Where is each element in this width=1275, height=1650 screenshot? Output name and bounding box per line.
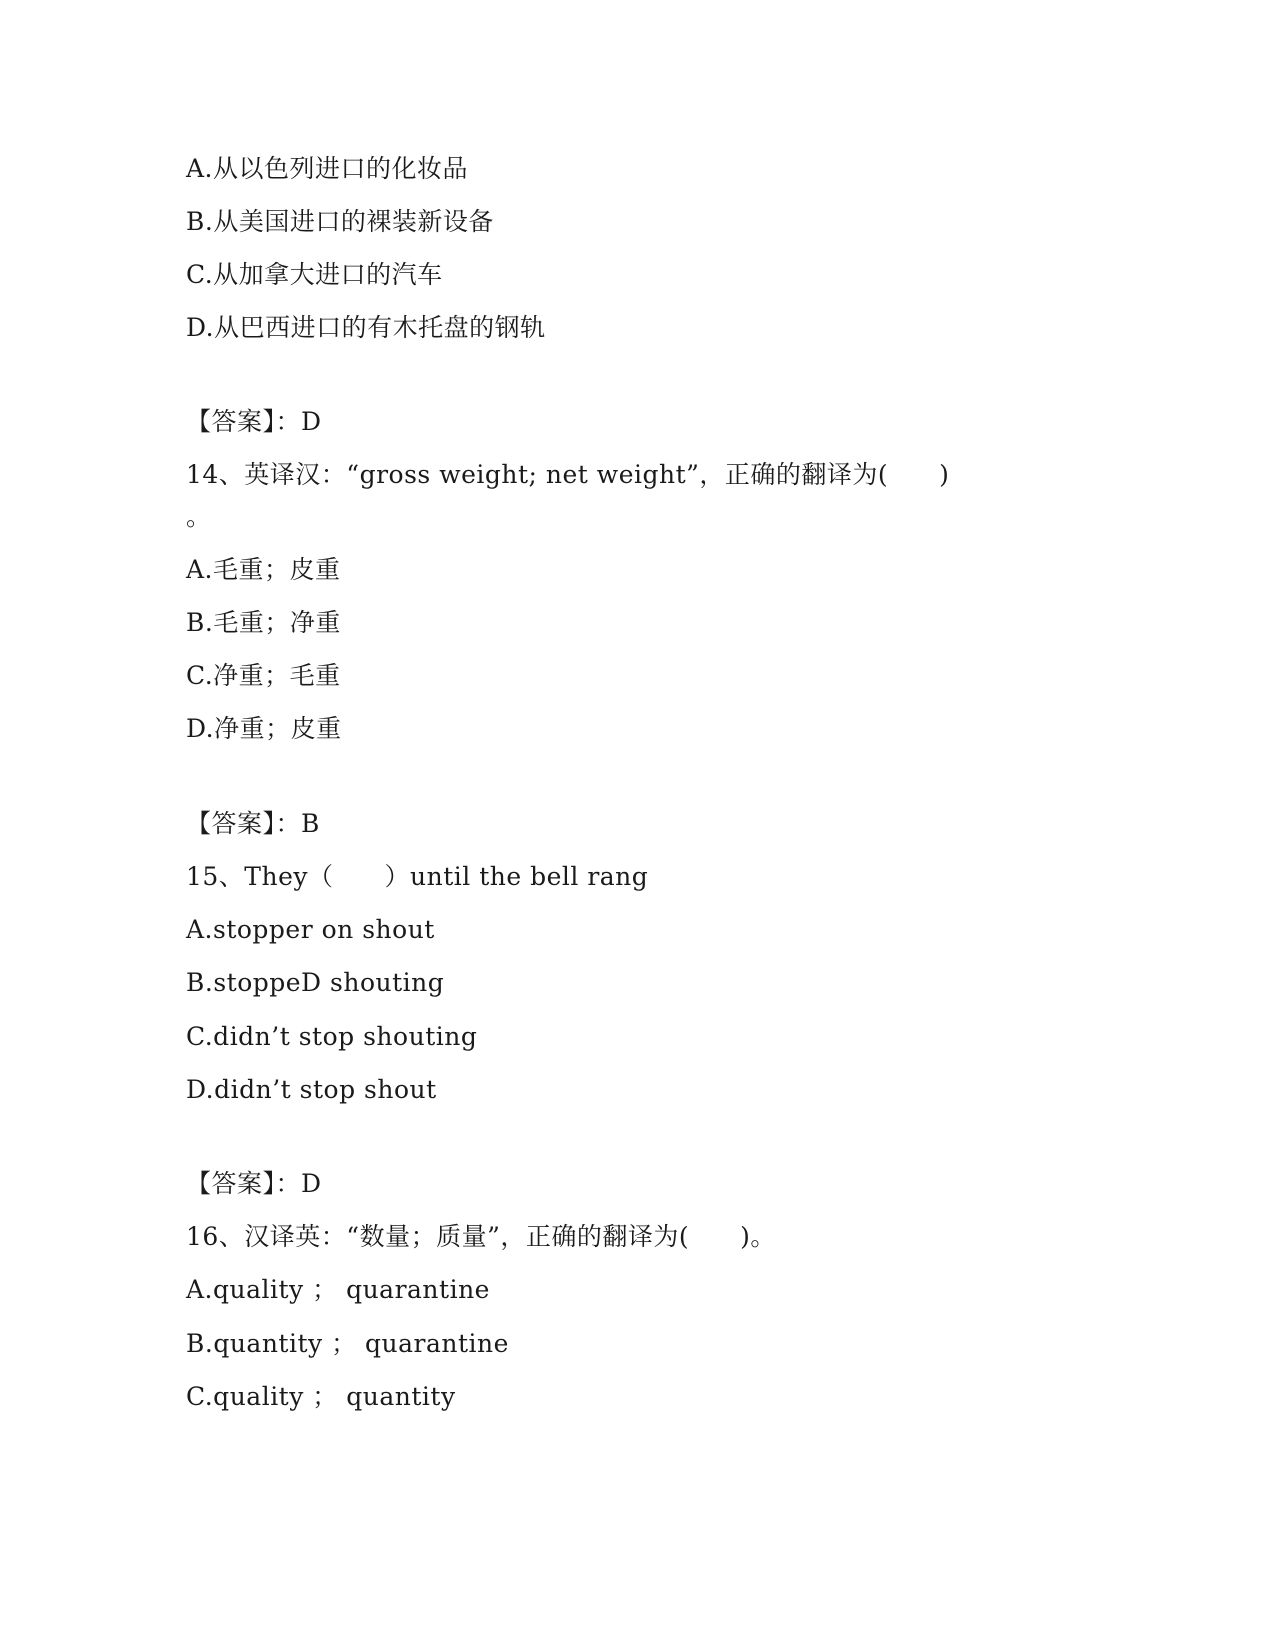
q15-option-d: D.didn’t stop shout [186,1075,437,1104]
q14-option-d: D.净重；皮重 [186,714,342,743]
q16-option-c: C.quality ； quantity [186,1382,456,1411]
q13-option-b: B.从美国进口的裸装新设备 [186,207,494,236]
q13-answer: 【答案】：D [186,407,322,436]
q15-option-a: A.stopper on shout [186,915,435,944]
q14-option-c: C.净重；毛重 [186,661,341,690]
q13-option-c: C.从加拿大进口的汽车 [186,260,443,289]
q15-answer: 【答案】：D [186,1169,322,1198]
q15-option-c: C.didn’t stop shouting [186,1022,478,1051]
q14-option-b: B.毛重；净重 [186,608,341,637]
q14-option-a: A.毛重；皮重 [186,555,341,584]
q16-option-a: A.quality ； quarantine [186,1275,490,1304]
q14-answer: 【答案】：B [186,809,320,838]
q16-stem: 16、汉译英：“数量；质量”，正确的翻译为( )。 [186,1222,776,1251]
q14-stem: 14、英译汉：“gross weight; net weight”，正确的翻译为( ) [186,460,950,489]
q15-stem: 15、They（ ）until the bell rang [186,862,649,891]
q13-option-d: D.从巴西进口的有木托盘的钢轨 [186,313,546,342]
q15-option-b: B.stoppeD shouting [186,968,445,997]
q16-option-b: B.quantity ； quarantine [186,1329,509,1358]
q14-stem-continued: 。 [186,502,212,531]
q13-option-a: A.从以色列进口的化妆品 [186,154,469,183]
